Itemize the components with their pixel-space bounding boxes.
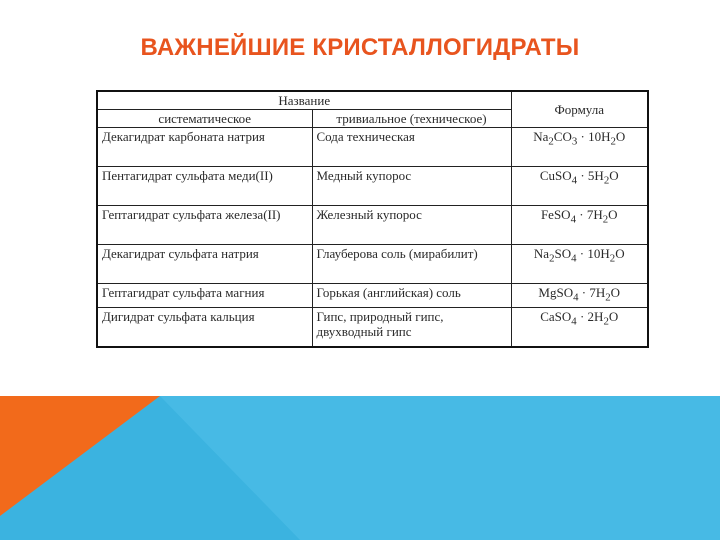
table-body <box>97 128 648 347</box>
slide-title: ВАЖНЕЙШИЕ КРИСТАЛЛОГИДРАТЫ <box>140 34 580 61</box>
cell-systematic-name: Декагидрат карбоната натрия <box>97 128 312 167</box>
cell-formula: CuSO$_4$ · $5H_2O$ <box>511 167 648 206</box>
cell-formula: $Na_2SO_4 \cdot 10H_2O$ <box>511 245 648 284</box>
cell-trivial-name: Горькая (английская) соль <box>312 284 511 308</box>
cell-systematic-name: Дигидрат сульфата кальция <box>97 307 312 347</box>
table-row <box>97 307 648 347</box>
table-row <box>97 167 648 206</box>
header-formula: Формула <box>511 91 648 128</box>
hydrates-table <box>96 90 649 348</box>
header-trivial: тривиальное (техническое) <box>312 110 511 128</box>
cell-trivial-name: Медный купорос <box>312 167 511 206</box>
cell-systematic-name: Пентагидрат сульфата меди(II) <box>97 167 312 206</box>
cell-systematic-name: Декагидрат сульфата натрия <box>97 245 312 284</box>
cell-systematic-name: Гептагидрат сульфата магния <box>97 284 312 308</box>
cell-formula: $Na_2CO_3 \cdot 10H_2O$ <box>511 128 648 167</box>
header-systematic: систематическое <box>97 110 312 128</box>
cell-formula: MgSO$_4$ · $7H_2O$ <box>511 284 648 308</box>
table-row <box>97 245 648 284</box>
decorative-band <box>0 396 720 540</box>
cell-systematic-name: Гептагидрат сульфата железа(II) <box>97 206 312 245</box>
hydrates-table-wrapper <box>96 90 647 348</box>
cell-trivial-name: Глауберова соль (мирабилит) <box>312 245 511 284</box>
cell-trivial-name: Гипс, природный гипс, двухводный гипс <box>312 307 511 347</box>
cell-trivial-name: Сода техническая <box>312 128 511 167</box>
header-name: Название <box>97 91 511 110</box>
cell-formula: CaSO$_4$ · $2H_2O$ <box>511 307 648 347</box>
table-row <box>97 206 648 245</box>
table-row <box>97 284 648 308</box>
cell-trivial-name: Железный купорос <box>312 206 511 245</box>
table-row <box>97 128 648 167</box>
cell-formula: FeSO$_4$ · $7H_2O$ <box>511 206 648 245</box>
